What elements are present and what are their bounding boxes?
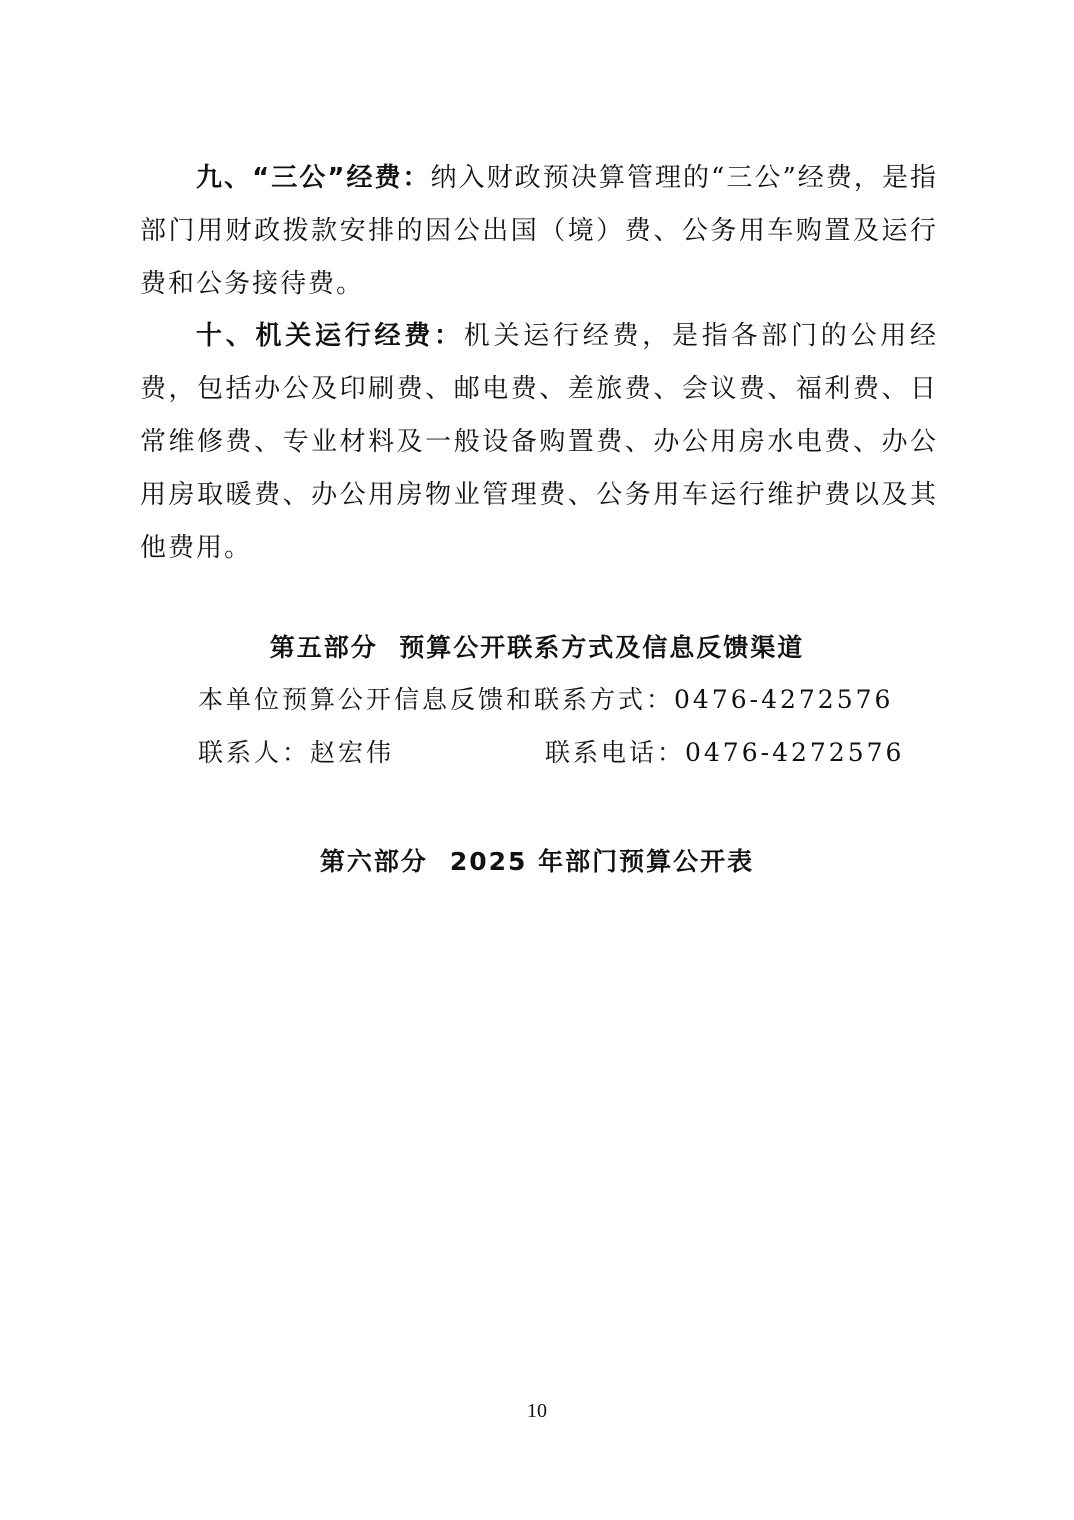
definition-agency-operating-expenses xyxy=(140,310,938,575)
part6-heading xyxy=(0,842,1074,878)
page-number: 10 xyxy=(527,1400,547,1422)
definition-text: 纳入财政预决算管理的“三公”经费，是指部门用财政拨款安排的因公出国（境）费、公务用车购置及运行费和公务接待费。 xyxy=(140,163,938,299)
contact-info: 本单位预算公开信息反馈和联系方式：0476-4272576 xyxy=(198,685,894,714)
contact-person: 联系人：赵宏伟 xyxy=(198,738,395,767)
definition-three-public-expenses xyxy=(140,152,938,311)
definition-term: 十、机关运行经费： xyxy=(196,321,464,351)
part6-heading-prefix: 第六部分 xyxy=(319,847,428,876)
part6-heading-title: 2025 年部门预算公开表 xyxy=(449,847,755,876)
definition-text: 机关运行经费，是指各部门的公用经费，包括办公及印刷费、邮电费、差旅费、会议费、福利费、日常维修费、专业材料及一般设备购置费、办公用房水电费、办公用房取暖费、办公用房物业管理费、公务用车运行维护费以及其他费用。 xyxy=(140,321,938,563)
part5-heading: 第五部分 预算公开联系方式及信息反馈渠道 xyxy=(269,633,805,662)
definition-term: 九、“三公”经费： xyxy=(196,163,431,193)
contact-phone: 联系电话：0476-4272576 xyxy=(545,738,905,767)
